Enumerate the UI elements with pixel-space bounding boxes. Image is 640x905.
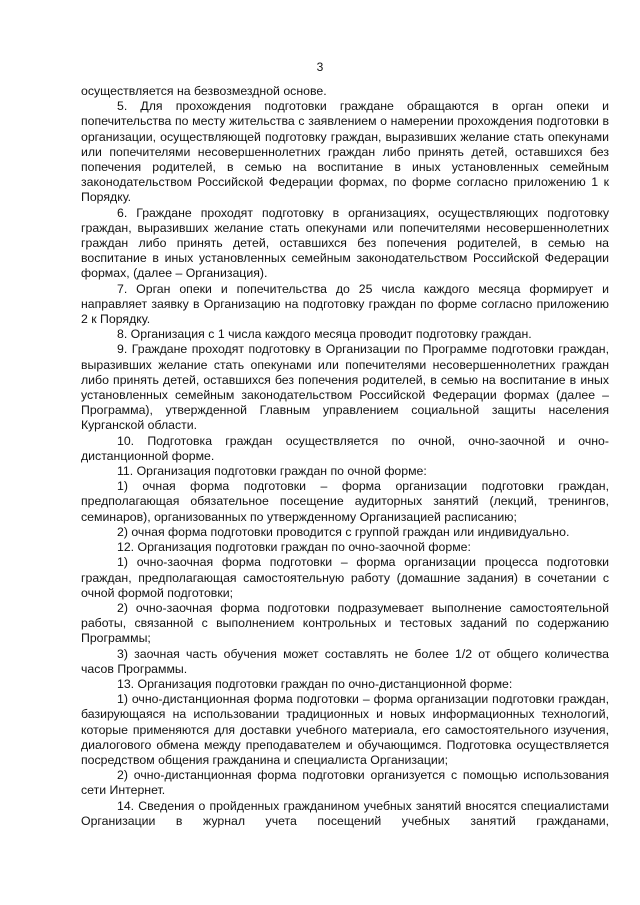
paragraph: 1) очно-дистанционная форма подготовки – форма организации подготовки граждан, базирующаяся на использовании традиционных и новых информационных технологий, которые применяются для доставки учебного материала, его самостоятельного изучения, диалогового обмена между преподавателем и обучающимся. Подготовка осуществляется посредством общения гражданина и специалиста Организации; [81, 692, 609, 767]
document-body [81, 84, 609, 829]
paragraph: 2) очно-заочная форма подготовки подразумевает выполнение самостоятельной работы, связанной с выполнением контрольных и тестовых заданий по содержанию Программы; [81, 600, 609, 646]
paragraph: 13. Организация подготовки граждан по очно-дистанционной форме: [117, 676, 513, 691]
paragraph: 2) очная форма подготовки проводится с группой граждан или индивидуально. [117, 524, 570, 539]
paragraph: осуществляется на безвозмездной основе. [81, 84, 327, 98]
paragraph: 1) очно-заочная форма подготовки – форма организации процесса подготовки граждан, предполагающая самостоятельную работу (домашние задания) в сочетании с очной формой подготовки; [81, 555, 609, 600]
paragraph: 1) очная форма подготовки – форма организации подготовки граждан, предполагающая обязательное посещение аудиторных занятий (лекций, тренингов, семинаров), организованных по утвержденному Организацией расписанию; [81, 479, 609, 524]
paragraph: 14. Сведения о пройденных гражданином учебных занятий вносятся специалистами Организации в журнал учета посещений учебных занятий гражданами, [81, 798, 609, 828]
paragraph: 10. Подготовка граждан осуществляется по очной, очно-заочной и очно-дистанционной форме. [81, 433, 609, 463]
paragraph: 11. Организация подготовки граждан по очной форме: [117, 464, 427, 479]
paragraph: 3) заочная часть обучения может составлять не более 1/2 от общего количества часов Программы. [81, 646, 609, 676]
paragraph: 5. Для прохождения подготовки граждане обращаются в орган опеки и попечительства по месту жительства с заявлением о намерении прохождения подготовки в организации, осуществляющей подготовку граждан, выразивших желание стать опекунами или попечителями несовершеннолетних граждан либо принять детей, оставшихся без попечения родителей, в семью на воспитание в иных установленных семейным законодательством Российской Федерации формах, по форме согласно приложению 1 к Порядку. [81, 99, 609, 205]
paragraph: 2) очно-дистанционная форма подготовки организуется с помощью использования сети Интернет. [81, 768, 609, 798]
paragraph: 8. Организация с 1 числа каждого месяца проводит подготовку граждан. [117, 327, 532, 342]
paragraph: 7. Орган опеки и попечительства до 25 числа каждого месяца формирует и направляет заявку в Организацию на подготовку граждан по форме согласно приложению 2 к Порядку. [81, 281, 609, 327]
paragraph: 9. Граждане проходят подготовку в Организации по Программе подготовки граждан, выразивших желание стать опекунами или попечителями несовершеннолетних граждан либо принять детей, оставшихся без попечения родителей, в семью на воспитание в иных установленных семейным законодательством Российской Федерации формах (далее – Программа), утвержденной Главным управлением социальной защиты населения Курганской области. [81, 342, 609, 433]
paragraph: 6. Граждане проходят подготовку в организациях, осуществляющих подготовку граждан, выразивших желание стать опекунами или попечителями несовершеннолетних граждан либо принять детей, оставшихся без попечения родителей, в семью на воспитание в иных установленных семейным законодательством Российской Федерации формах, (далее – Организация). [81, 205, 609, 281]
paragraph: 12. Организация подготовки граждан по очно-заочной форме: [117, 540, 471, 555]
page-number: 3 [316, 60, 324, 74]
